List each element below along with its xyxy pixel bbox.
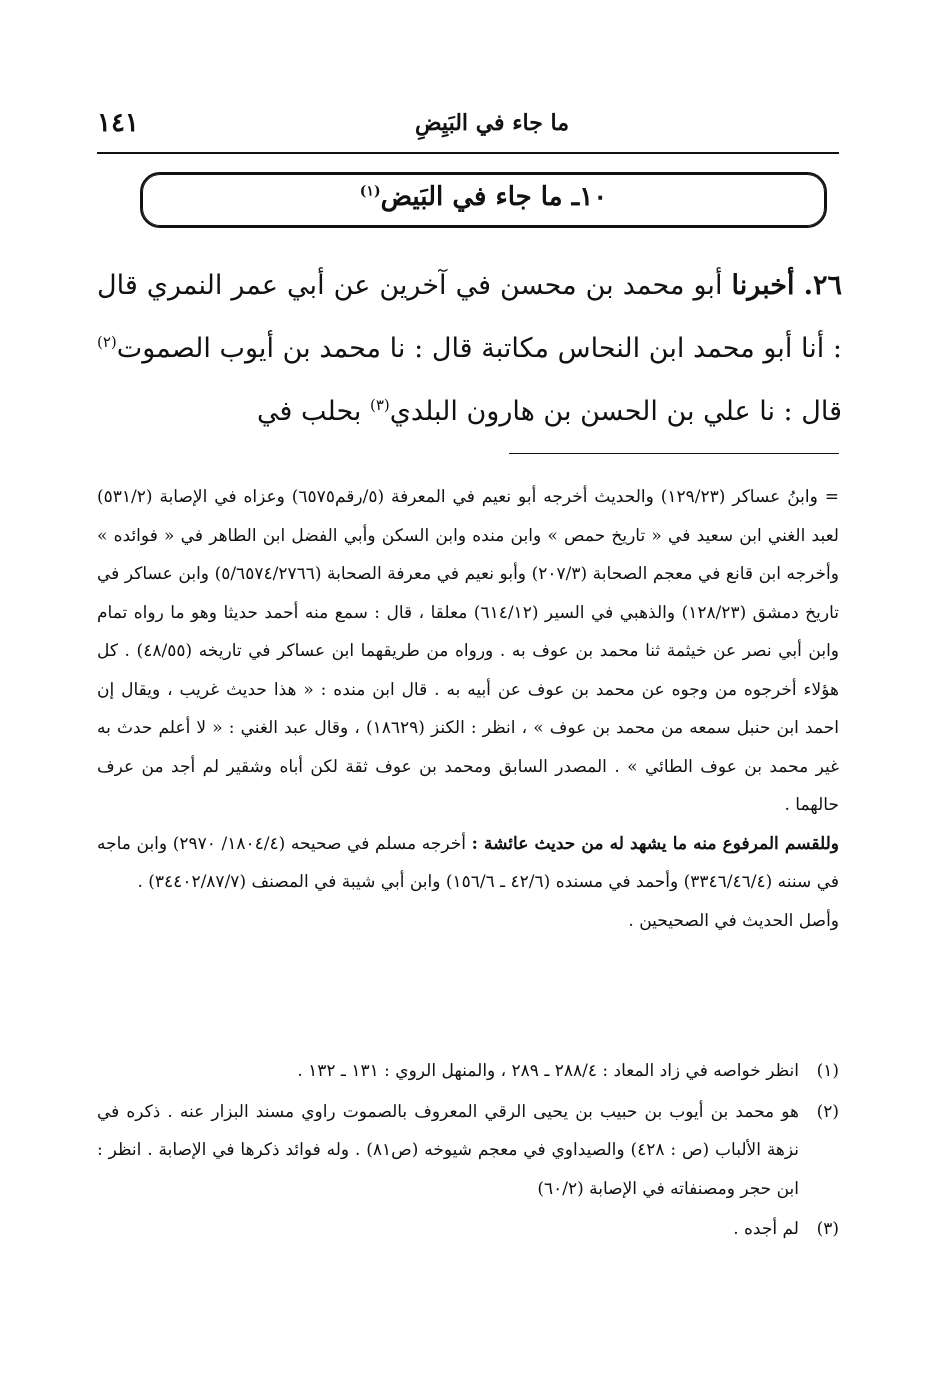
footnote-marker-2: (٢) xyxy=(97,333,117,351)
footnote-text: انظر خواصه في زاد المعاد : ٢٨٨/٤ ـ ٢٨٩ ، والمنهل الروي : ١٣١ ـ ١٣٢ . xyxy=(297,1061,799,1081)
page-number: ١٤١ xyxy=(97,108,139,138)
chapter-title-text: ١٠ـ ما جاء في البَيض xyxy=(380,182,608,212)
footnote-separator xyxy=(509,453,839,454)
footnote-text: هو محمد بن أيوب بن حبيب بن يحيى الرقي المعروف بالصموت راوي مسند البزار عنه . ذكره في نزهة الألباب (ص : ٤٢٨) والصيداوي في معجم شيوخه (ص٨١) . وله فوائد ذكرها في الإصابة . انظر : ابن حجر ومصنفاته في الإصابة (٦٠/٢) xyxy=(97,1101,800,1199)
footnote-3 xyxy=(97,1210,839,1249)
continued-footnote xyxy=(97,478,839,940)
hadith-text-part-2: قال : نا علي بن الحسن بن هارون البلدي xyxy=(389,396,842,427)
chapter-footnote-marker: (١) xyxy=(359,183,381,200)
chapter-heading-box xyxy=(140,172,827,228)
hadith-text-part-1: أبو محمد بن محسن في آخرين عن أبي عمر النمري قال : أنا أبو محمد ابن النحاس مكاتبة قال : نا محمد بن أيوب الصموت xyxy=(97,270,842,364)
running-title: ما جاء في البَيِضِ xyxy=(414,110,569,136)
footnotes xyxy=(97,1052,839,1249)
chapter-title xyxy=(142,182,825,212)
hadith-text-part-3: بحلب في xyxy=(257,396,362,427)
continued-footnote-paragraph-2 xyxy=(97,825,839,902)
footnote-1 xyxy=(97,1052,839,1091)
witness-heading: وللقسم المرفوع منه ما يشهد له من حديث عائشة : xyxy=(471,833,839,854)
hadith-text xyxy=(97,258,842,440)
continued-footnote-paragraph-1: = وابنُ عساكر (١٢٩/٢٣) والحديث أخرجه أبو نعيم في المعرفة (٥/رقم٦٥٧٥) وعزاه في الإصابة (٥٣١/٢) لعبد الغني ابن سعيد في « تاريخ حمص » وابن منده وابن السكن وأبي الفضل ابن الطاهر في « فوائده » وأخرجه ابن قانع في معجم الصحابة (٢٠٧/٣) وأبو نعيم في معرفة الصحابة (٥/٦٥٧٤/٢٧٦٦) وابن عساكر في تاريخ دمشق (١٢٨/٢٣) والذهبي في السير (٦١٤/١٢) معلقا ، قال : سمع منه أحمد حديثا وهو ما رواه تمام وابن أبي نصر عن خيثمة ثنا محمد بن عوف به . ورواه من طريقهما ابن عساكر في تاريخه (٤٨/٥٥) . كل هؤلاء أخرجوه من وجوه عن محمد بن عوف عن أبيه به . قال ابن منده : « هذا حديث غريب ، ويقال إن احمد ابن حنبل سمعه من محمد بن عوف » ، انظر : الكنز (١٨٦٢٩) ، وقال عبد الغني : « لا أعلم حدث به غير محمد بن عوف الطائي » . المصدر السابق ومحمد بن عوف ثقة لكن أباه وشقير لم أجد من عرف حالهما . xyxy=(97,487,840,815)
continued-footnote-paragraph-3: وأصل الحديث في الصحيحين . xyxy=(628,910,839,931)
header-rule xyxy=(97,152,839,154)
footnote-number: (١) xyxy=(816,1061,839,1081)
footnote-number: (٣) xyxy=(816,1219,839,1239)
hadith-number: ٢٦. xyxy=(803,270,842,301)
footnote-text: لم أجده . xyxy=(733,1219,799,1239)
footnote-2 xyxy=(97,1093,839,1209)
witness-text: أخرجه مسلم في صحيحه (١٨٠٤/٤/ ٢٩٧٠) وابن ماجه في سننه (٣٣٤٦/٤٦/٤) وأحمد في مسنده (٤٢/٦ ـ ١٥٦/٦) وابن أبي شيبة في المصنف (٣٤٤٠٢/٨٧/٧) . xyxy=(97,833,839,892)
page-header xyxy=(97,106,839,150)
footnote-marker-3: (٣) xyxy=(369,396,390,414)
hadith-lead-word: أخبرنا xyxy=(731,270,795,301)
footnote-number: (٢) xyxy=(816,1101,839,1122)
